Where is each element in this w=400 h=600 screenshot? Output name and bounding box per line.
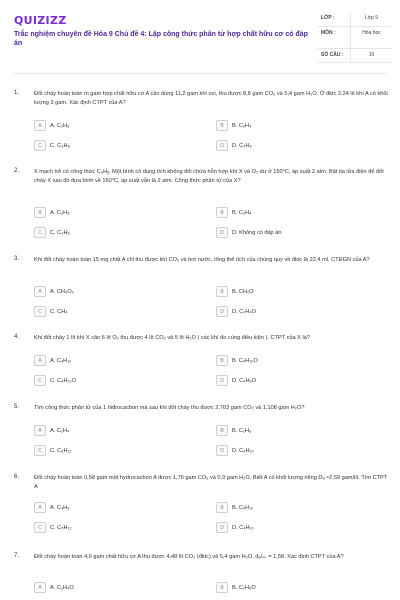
option-text: D. C₂H₄O: [232, 308, 257, 315]
option-b[interactable]: [216, 502, 253, 513]
meta-label: MÔN :: [321, 30, 336, 36]
option-a[interactable]: [34, 425, 69, 436]
option-key-box: A: [34, 582, 46, 593]
option-text: C. C₃H₆: [50, 229, 70, 236]
meta-value: 10: [350, 49, 392, 62]
option-d[interactable]: [216, 227, 281, 238]
option-text: C. C₅H₁₂: [50, 524, 72, 531]
question-number: 2.: [14, 168, 20, 174]
option-a[interactable]: [34, 355, 71, 366]
option-key-box: B: [216, 286, 228, 297]
option-d[interactable]: [216, 140, 252, 151]
question-number: 5.: [14, 404, 20, 410]
option-key-box: B: [216, 582, 228, 593]
option-key-box: B: [216, 120, 228, 131]
option-c[interactable]: [34, 375, 76, 386]
option-key-box: D: [216, 445, 228, 456]
meta-row-subject: [318, 27, 392, 49]
option-key-box: A: [34, 120, 46, 131]
option-b[interactable]: [216, 355, 258, 366]
option-a[interactable]: [34, 120, 69, 131]
option-a[interactable]: [34, 207, 70, 218]
meta-label: SỐ CÂU :: [321, 52, 344, 58]
meta-value: Lớp 9: [350, 12, 392, 26]
option-b[interactable]: [216, 425, 251, 436]
option-d[interactable]: [216, 522, 254, 533]
option-text: B. C₂H₆: [232, 427, 252, 434]
option-key-box: C: [34, 375, 46, 386]
option-c[interactable]: [34, 227, 70, 238]
question-number: 3.: [14, 256, 20, 262]
option-key-box: C: [34, 522, 46, 533]
question-text: Khi đốt cháy hoàn toàn 15 mg chất A chỉ thu được khí CO₂ và hơi nước, tổng thể tích của chúng quy về đktc là 22,4 ml. CTĐGN của A?: [34, 257, 370, 263]
option-text: C. C₄H₁₀O: [50, 377, 77, 384]
option-key-box: D: [216, 306, 228, 317]
option-key-box: D: [216, 522, 228, 533]
option-text: A. C₄H₁₀: [50, 357, 72, 364]
option-text: B. C₂H₆O: [232, 584, 256, 591]
header-divider: [14, 73, 386, 74]
option-key-box: C: [34, 306, 46, 317]
option-key-box: D: [216, 227, 228, 238]
option-key-box: A: [34, 502, 46, 513]
meta-value: Hóa học: [350, 27, 392, 48]
option-b[interactable]: [216, 207, 251, 218]
option-text: A. C₂H₄O: [50, 584, 74, 591]
question-number: 6.: [14, 474, 20, 480]
question-text: Đốt cháy hoàn toàn 4,6 gam chất hữu cơ A thu được 4,48 lít CO₂ (đktc) và 5,4 gam H₂O. dₐ/ₖₖ = 1,58. Xác định CTPT của A?: [34, 554, 344, 560]
option-key-box: B: [216, 355, 228, 366]
option-text: D. C₄H₁₀: [232, 447, 254, 454]
question-text: X mạch hở có công thức C₃Hᵧ. Một bình có dung tích không đổi chứa hỗn hợp khí X và O₂ dư ở 150°C, áp suất 2 atm. Bật tia lửa điện để đốt cháy X sau đó đưa bình về 150°C, áp suất vẫn là 2 atm. Công thức phân tử của X?: [34, 169, 384, 184]
question-text: Tìm công thức phân tử của 1 hiđrocacbon mà sau khi đốt cháy thu được 2,703 gam CO₂ và 1,108 gam H₂O?: [34, 405, 305, 411]
option-c[interactable]: [34, 445, 72, 456]
option-b[interactable]: [216, 120, 251, 131]
option-d[interactable]: [216, 375, 256, 386]
option-text: D. Không có đáp án: [232, 229, 282, 236]
meta-label: LỚP :: [321, 15, 335, 21]
document-title: Trắc nghiệm chuyên đề Hóa 9 Chủ đề 4: Lập công thức phân tử hợp chất hữu cơ có đáp án: [14, 31, 308, 47]
option-text: B. C₄H₁₀O: [232, 357, 258, 364]
option-text: B. C₅H₁₀: [232, 504, 254, 511]
option-text: B. CH₂O: [232, 288, 254, 295]
option-text: C. CH₄: [50, 308, 68, 315]
option-key-box: B: [216, 502, 228, 513]
option-b[interactable]: [216, 582, 256, 593]
question-text: Khi đốt cháy 1 lít khí X cần 6 lít O₂ thu được 4 lít CO₂ và 5 lít H₂O ( các khí đo cùng điều kiện ). CTPT của X là?: [34, 335, 310, 341]
option-a[interactable]: [34, 286, 74, 297]
question-number: 7.: [14, 553, 20, 559]
option-c[interactable]: [34, 522, 72, 533]
option-a[interactable]: [34, 582, 74, 593]
option-d[interactable]: [216, 306, 256, 317]
option-key-box: D: [216, 375, 228, 386]
option-d[interactable]: [216, 445, 254, 456]
option-text: B. C₃H₄: [232, 209, 252, 216]
option-key-box: A: [34, 355, 46, 366]
option-key-box: B: [216, 425, 228, 436]
option-key-box: B: [216, 207, 228, 218]
option-text: D. C₄H₁₀: [232, 524, 254, 531]
option-key-box: C: [34, 445, 46, 456]
option-key-box: A: [34, 286, 46, 297]
option-a[interactable]: [34, 502, 70, 513]
question-number: 1.: [14, 90, 20, 96]
option-key-box: A: [34, 207, 46, 218]
option-c[interactable]: [34, 140, 70, 151]
option-text: C. C₅H₁₂: [50, 447, 72, 454]
meta-row-count: [318, 49, 392, 63]
option-c[interactable]: [34, 306, 68, 317]
option-text: A. C₂H₄: [50, 427, 70, 434]
option-text: A. CH₄O₂: [50, 288, 74, 295]
question-text: Đốt cháy hoàn toàn 0,58 gam một hydrocacbon A được 1,76 gam CO₂ và 0,9 gam H₂O. Biết A có khối lượng riêng Dₐ ≈2,59 gam/lít. Tìm CTPT A: [34, 475, 388, 490]
option-text: A. C₃H₈: [50, 209, 70, 216]
option-text: A. C₄H₈: [50, 504, 70, 511]
option-text: D. C₃H₆: [232, 142, 252, 149]
option-key-box: A: [34, 425, 46, 436]
meta-row-class: [318, 12, 392, 27]
option-text: A. C₂H₆: [50, 122, 70, 129]
option-key-box: C: [34, 140, 46, 151]
document-meta-table: [318, 12, 392, 63]
option-text: D. C₄H₆O: [232, 377, 257, 384]
option-key-box: D: [216, 140, 228, 151]
question-text: Đốt cháy hoàn toàn m gam hợp chất hữu cơ A cần dùng 11,2 gam khí oxi, thu được 8,8 gam CO₂ và 5,4 gam H₂O. Ở đktc 2,24 lít khí A có khối lượng 3 gam. Xác định CTPT của A?: [34, 91, 388, 106]
document-header: [0, 0, 400, 74]
question-number: 4.: [14, 334, 20, 340]
option-text: C. C₃H₈: [50, 142, 70, 149]
option-b[interactable]: [216, 286, 253, 297]
quizizz-logo: QUIZIZZ: [14, 14, 67, 27]
option-key-box: C: [34, 227, 46, 238]
option-text: B. C₂H₄: [232, 122, 252, 129]
